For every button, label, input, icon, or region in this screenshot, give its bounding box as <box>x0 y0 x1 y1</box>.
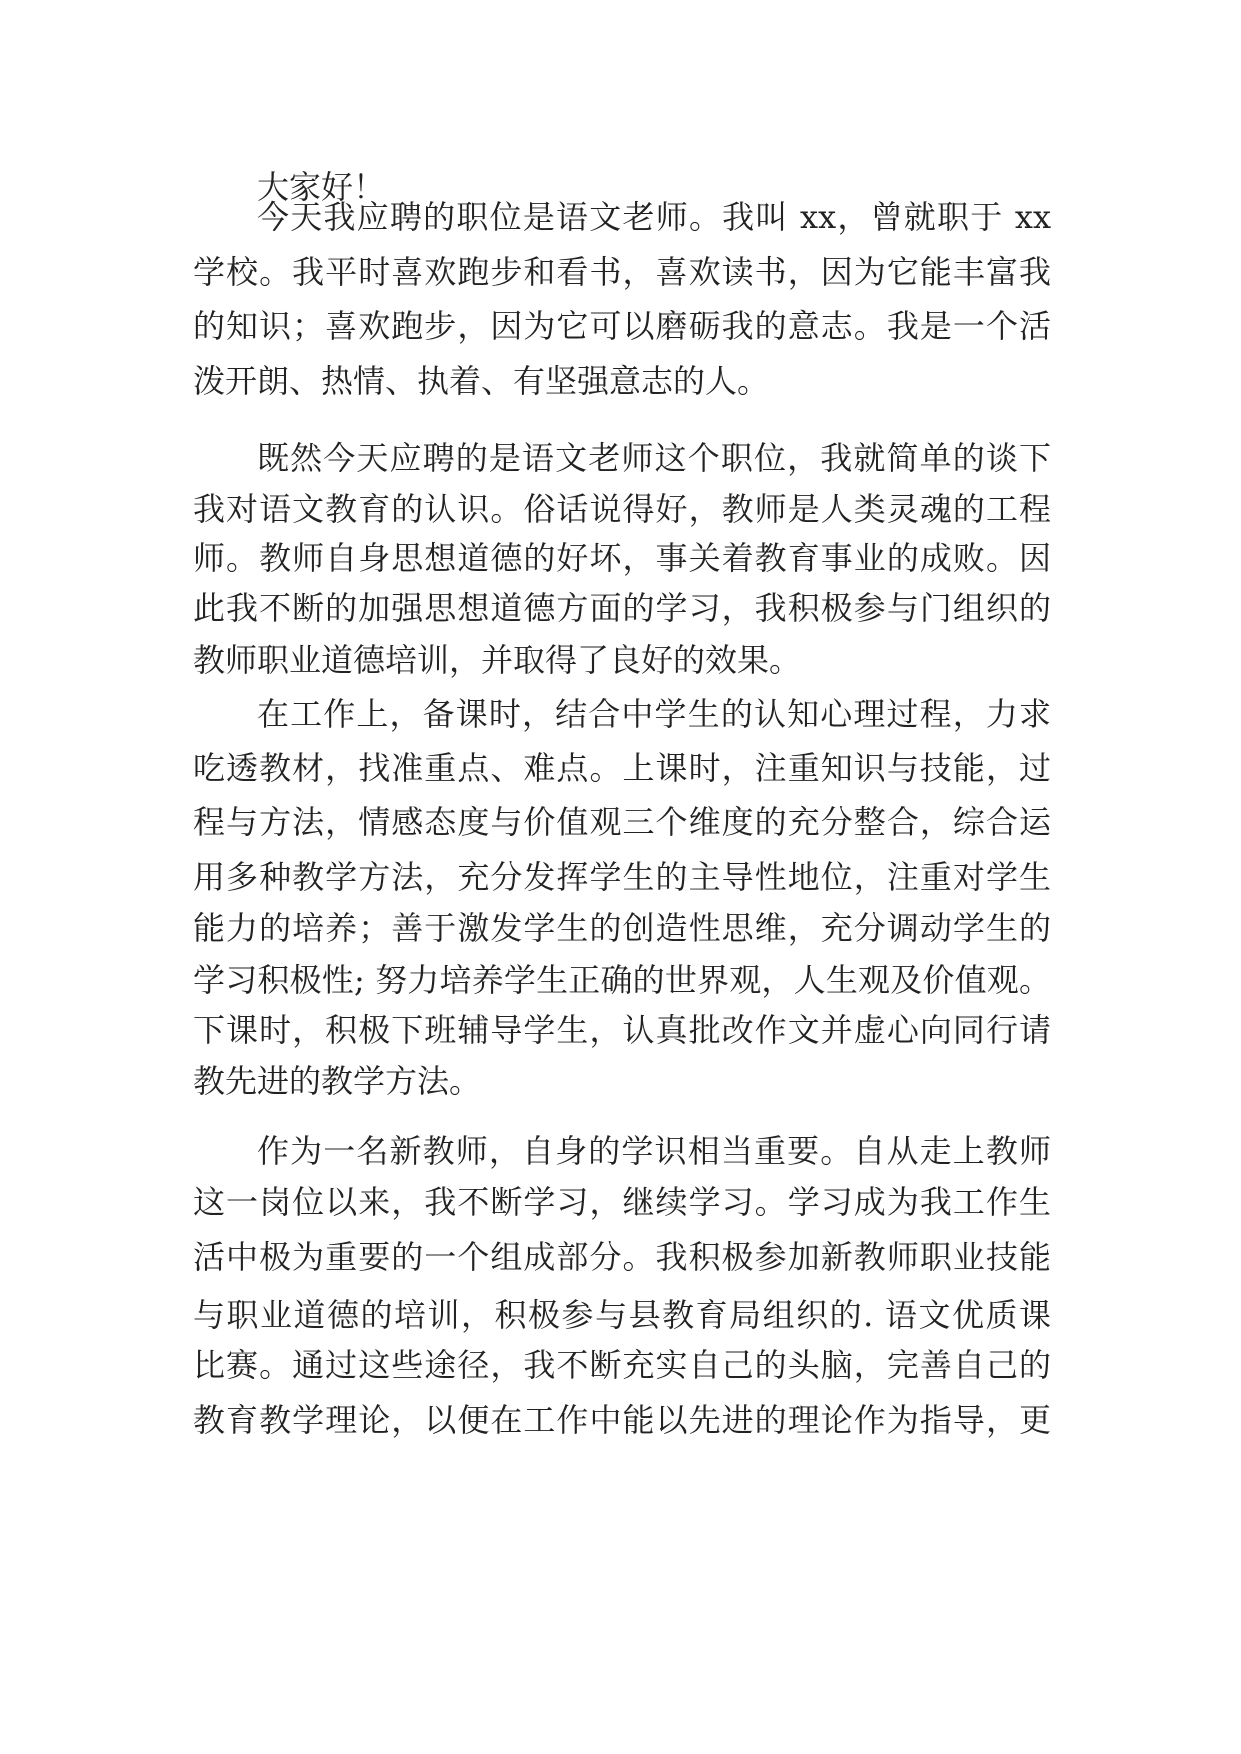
paragraph-line: 的知识；喜欢跑步，因为它可以磨砺我的意志。我是一个活 <box>193 307 1051 345</box>
paragraph-line: 今天我应聘的职位是语文老师。我叫 xx，曾就职于 xx <box>257 198 1051 236</box>
paragraph-line: 下课时，积极下班辅导学生，认真批改作文并虚心向同行请 <box>193 1011 1051 1049</box>
paragraph-line: 既然今天应聘的是语文老师这个职位，我就简单的谈下 <box>257 439 1051 477</box>
paragraph-line: 程与方法，情感态度与价值观三个维度的充分整合，综合运 <box>193 803 1051 841</box>
paragraph-line: 泼开朗、热情、执着、有坚强意志的人。 <box>193 362 770 400</box>
paragraph-line: 活中极为重要的一个组成部分。我积极参加新教师职业技能 <box>193 1238 1051 1276</box>
paragraph-line: 师。教师自身思想道德的好坏，事关着教育事业的成败。因 <box>193 539 1051 577</box>
paragraph-line: 吃透教材，找准重点、难点。上课时，注重知识与技能，过 <box>193 749 1051 787</box>
paragraph-line: 我对语文教育的认识。俗话说得好，教师是人类灵魂的工程 <box>193 490 1051 528</box>
paragraph-line: 能力的培养；善于激发学生的创造性思维，充分调动学生的 <box>193 909 1051 947</box>
paragraph-line: 学校。我平时喜欢跑步和看书，喜欢读书，因为它能丰富我 <box>193 253 1051 291</box>
paragraph-line: 与职业道德的培训，积极参与县教育局组织的. 语文优质课 <box>193 1296 1051 1334</box>
paragraph-line: 学习积极性; 努力培养学生正确的世界观，人生观及价值观。 <box>193 961 1051 999</box>
paragraph-line: 在工作上，备课时，结合中学生的认知心理过程，力求 <box>257 695 1051 733</box>
paragraph-line: 教先进的教学方法。 <box>193 1062 482 1100</box>
paragraph-line: 作为一名新教师，自身的学识相当重要。自从走上教师 <box>257 1132 1051 1170</box>
paragraph-line: 教育教学理论，以便在工作中能以先进的理论作为指导，更 <box>193 1401 1051 1439</box>
paragraph-line: 比赛。通过这些途径，我不断充实自己的头脑，完善自己的 <box>193 1346 1051 1384</box>
paragraph-line: 用多种教学方法，充分发挥学生的主导性地位，注重对学生 <box>193 858 1051 896</box>
paragraph-line: 此我不断的加强思想道德方面的学习，我积极参与门组织的 <box>193 589 1051 627</box>
paragraph-line: 教师职业道德培训，并取得了良好的效果。 <box>193 641 802 679</box>
greeting-line: 大家好！ <box>257 168 386 206</box>
paragraph-line: 这一岗位以来，我不断学习，继续学习。学习成为我工作生 <box>193 1183 1051 1221</box>
